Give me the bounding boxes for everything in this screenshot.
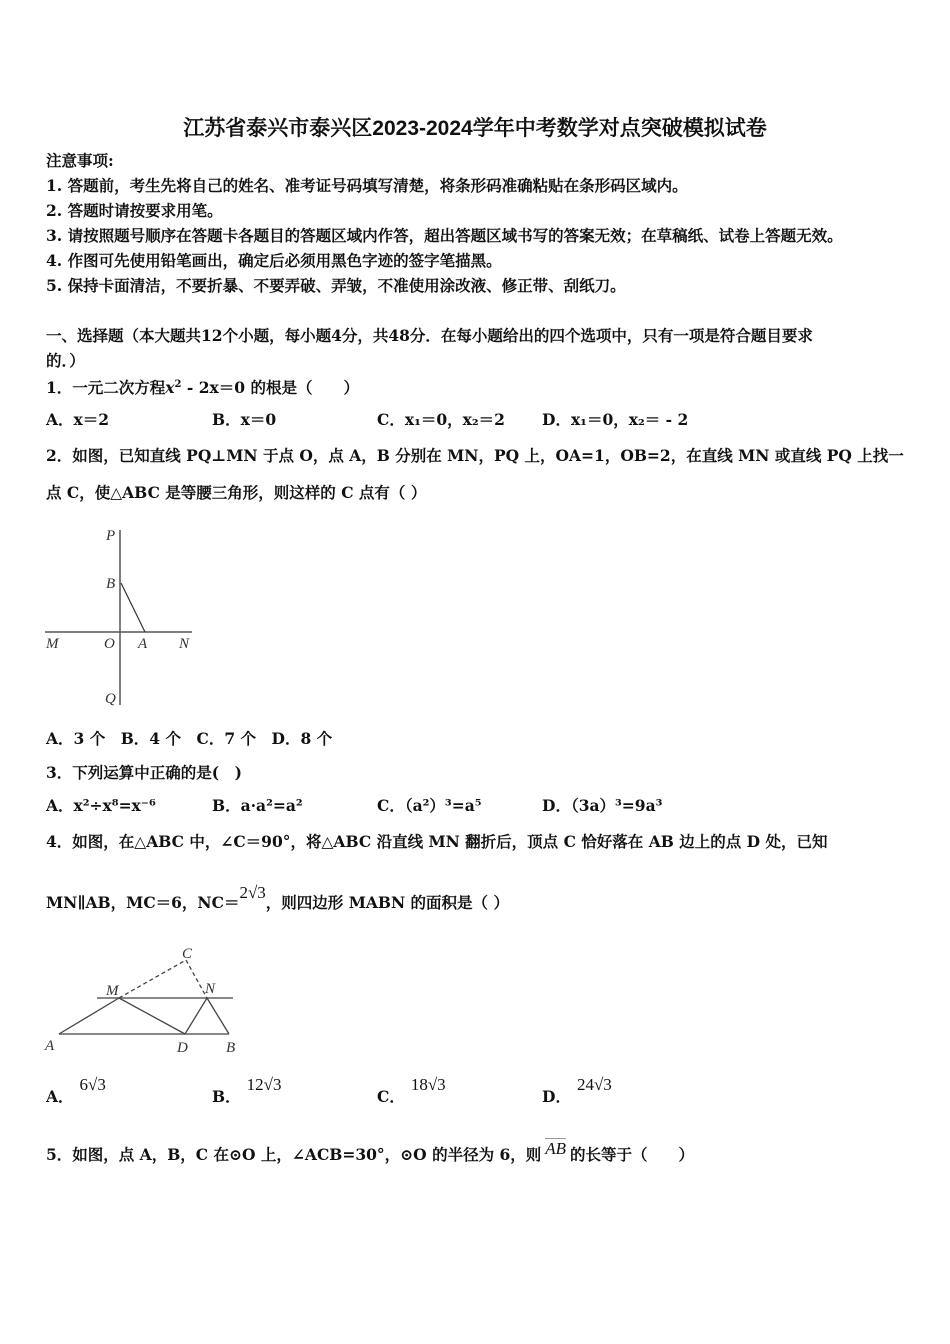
notice-item: 3. 请按照题号顺序在答题卡各题目的答题区域内作答，超出答题区域书写的答案无效；在草稿纸、试卷上答题无效。 [46, 226, 843, 245]
question-3-stem: 3．下列运算中正确的是( ) [46, 763, 242, 782]
q5-stem-b: 的长等于（ ） [570, 1145, 695, 1164]
notice-item: 1. 答题前，考生先将自己的姓名、准考证号码填写清楚，将条形码准确粘贴在条形码区域内。 [46, 176, 688, 195]
q3-option-a[interactable]: A．x²÷x⁸=x⁻⁶ [46, 796, 156, 815]
figure-q2 [45, 530, 192, 705]
q4-option-d[interactable] [542, 1075, 612, 1107]
option-label: D． [542, 1087, 571, 1106]
q1-stem-d: - 2x＝0 的根是（ ） [181, 378, 359, 398]
label-c: C [182, 946, 193, 962]
label-p: P [106, 528, 116, 544]
label-b: B [226, 1040, 236, 1056]
q4-line2-b: ，则四边形 MABN 的面积是（ ） [265, 893, 509, 912]
label-b: B [106, 576, 116, 592]
option-value: 24√3 [576, 1075, 612, 1094]
q3-option-c[interactable]: C．（a²）³=a⁵ [377, 796, 482, 815]
segment-am [59, 998, 119, 1034]
label-a: A [138, 636, 148, 652]
q1-option-c[interactable]: C．x₁＝0，x₂＝2 [377, 410, 505, 429]
q4-option-a[interactable] [46, 1075, 106, 1107]
option-label: A． [46, 1087, 74, 1106]
q4-option-c[interactable] [377, 1075, 446, 1107]
question-2-stem-cont: 点 C，使△ABC 是等腰三角形，则这样的 C 点有（ ） [46, 483, 427, 502]
question-2-stem: 2．如图，已知直线 PQ⊥MN 于点 O，点 A，B 分别在 MN，PQ 上，OA=1，OB=2，在直线 MN 或直线 PQ 上找一 [46, 446, 904, 465]
q5-stem-a: 5．如图，点 A，B，C 在⊙O 上，∠ACB=30°，⊙O 的半径为 6，则 [46, 1145, 542, 1164]
figure-q4 [59, 960, 233, 1034]
option-label: B． [212, 1087, 241, 1106]
notice-item: 4. 作图可先使用铅笔画出，确定后必须用黑色字迹的签字笔描黑。 [46, 251, 502, 270]
arc-ab: AB [545, 1139, 567, 1158]
section-heading-cont: 的．） [46, 351, 85, 370]
label-n: N [179, 636, 190, 652]
label-o: O [104, 636, 115, 652]
question-4-stem: 4．如图，在△ABC 中，∠C＝90°，将△ABC 沿直线 MN 翻折后，顶点 C 恰好落在 AB 边上的点 D 处，已知 [46, 832, 828, 851]
label-a: A [45, 1038, 55, 1054]
segment-md [119, 998, 185, 1034]
option-label: C． [377, 1087, 405, 1106]
q3-option-b[interactable]: B．a·a²=a² [212, 796, 303, 815]
notice-item: 5. 保持卡面清洁，不要折暴、不要弄破、弄皱，不准使用涂改液、修正带、刮纸刀。 [46, 276, 626, 295]
q4-line2-a: MN∥AB，MC＝6，NC＝ [46, 893, 240, 912]
q3-option-d[interactable]: D．（3a）³=9a³ [542, 796, 663, 815]
q1-stem-a: 1．一元二次方程 [46, 378, 166, 398]
option-value: 12√3 [246, 1075, 282, 1094]
label-d: D [177, 1040, 188, 1056]
option-value: 6√3 [79, 1075, 106, 1094]
label-q: Q [105, 691, 116, 707]
q2-options[interactable]: A．3 个 B．4 个 C．7 个 D．8 个 [46, 729, 333, 748]
segment-mc-dashed [119, 960, 186, 998]
page-title: 江苏省泰兴市泰兴区2023-2024学年中考数学对点突破模拟试卷 [183, 117, 767, 140]
section-heading: 一、选择题（本大题共12个小题，每小题4分，共48分．在每小题给出的四个选项中，只有一项是符合题目要求 [46, 326, 813, 345]
notice-heading: 注意事项: [46, 151, 114, 170]
q1-option-a[interactable]: A．x＝2 [46, 410, 110, 429]
option-value: 18√3 [410, 1075, 446, 1094]
label-m: M [46, 636, 59, 652]
segment-cn-dashed [186, 960, 207, 998]
q1-var: x [165, 378, 175, 398]
question-5-stem [46, 1139, 695, 1165]
q4-nc-value: 2√3 [239, 883, 266, 902]
label-m: M [106, 983, 119, 999]
label-n: N [205, 981, 216, 997]
q1-exp: 2 [174, 379, 182, 390]
question-4-stem-cont [46, 883, 509, 913]
q1-option-b[interactable]: B．x＝0 [212, 410, 277, 429]
notice-item: 2. 答题时请按要求用笔。 [46, 201, 223, 220]
q1-option-d[interactable]: D．x₁＝0，x₂＝ - 2 [542, 410, 689, 429]
q4-option-b[interactable] [212, 1075, 282, 1107]
segment-dn [185, 998, 207, 1034]
segment-ba [121, 583, 145, 632]
segment-nb [207, 998, 229, 1034]
